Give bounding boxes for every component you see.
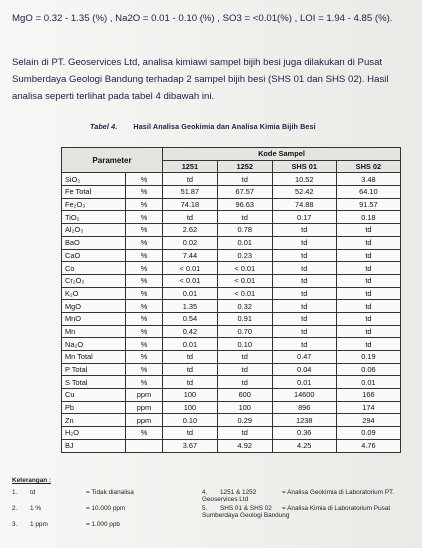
value-cell: 4.76 <box>336 439 400 452</box>
value-cell: td <box>336 224 400 237</box>
unit-cell: ppm <box>126 389 163 402</box>
note-key: td <box>30 489 36 496</box>
value-cell: 0.01 <box>336 376 400 389</box>
param-cell: Pb <box>62 401 126 414</box>
note-key: 1 % <box>30 505 42 512</box>
note-number: 5. <box>202 505 208 512</box>
value-cell: td <box>336 236 400 249</box>
value-cell: td <box>336 262 400 275</box>
value-cell: 7.44 <box>163 249 218 262</box>
col-header: SHS 01 <box>272 160 336 173</box>
param-cell: SiO₂ <box>62 173 126 186</box>
value-cell: 96.63 <box>217 198 272 211</box>
value-cell: 896 <box>272 401 336 414</box>
note-item <box>12 489 192 496</box>
note-number: 1. <box>12 489 18 496</box>
value-cell: 600 <box>217 389 272 402</box>
param-cell: Co <box>62 262 126 275</box>
param-cell: S Total <box>62 376 126 389</box>
value-cell: 0.09 <box>336 427 400 440</box>
table-row <box>62 363 401 376</box>
table-row <box>62 325 401 338</box>
table-row <box>62 414 401 427</box>
note-number: 2. <box>12 505 18 512</box>
notes-block <box>12 477 416 528</box>
param-cell: CaO <box>62 249 126 262</box>
value-cell: 294 <box>336 414 400 427</box>
unit-cell <box>126 439 163 452</box>
table-row <box>62 376 401 389</box>
value-cell: 0.32 <box>217 300 272 313</box>
value-cell: 166 <box>336 389 400 402</box>
value-cell: 67.57 <box>217 186 272 199</box>
param-cell: Fe₂O₃ <box>62 198 126 211</box>
table-row <box>62 224 401 237</box>
table-row <box>62 300 401 313</box>
col-header: 1252 <box>217 160 272 173</box>
unit-cell: % <box>126 224 163 237</box>
unit-cell: ppm <box>126 401 163 414</box>
unit-cell: % <box>126 376 163 389</box>
note-item <box>202 489 416 503</box>
unit-cell: ppm <box>126 414 163 427</box>
value-cell: < 0.01 <box>163 262 218 275</box>
col-header: 1251 <box>163 160 218 173</box>
note-number: 3. <box>12 521 18 528</box>
unit-cell: % <box>126 338 163 351</box>
value-cell: 2.62 <box>163 224 218 237</box>
table-caption-label: Tabel 4. <box>90 122 118 131</box>
value-cell: td <box>217 351 272 364</box>
note-value: = 1.000 ppb <box>86 521 120 528</box>
note-item <box>202 505 416 519</box>
value-cell: 0.17 <box>272 211 336 224</box>
value-cell: td <box>217 211 272 224</box>
intro-paragraph: MgO = 0.32 - 1.35 (%) , Na2O = 0.01 - 0.10 (%) , SO3 = <0.01(%) , LOI = 1.94 - 4.85 (%). <box>12 13 393 24</box>
value-cell: 0.04 <box>272 363 336 376</box>
unit-cell: % <box>126 262 163 275</box>
value-cell: 14600 <box>272 389 336 402</box>
value-cell: 100 <box>163 401 218 414</box>
note-key: 1 ppm <box>30 521 48 528</box>
table-row <box>62 198 401 211</box>
sample-code-header: Kode Sampel <box>163 148 401 161</box>
note-number: 4. <box>202 489 208 496</box>
note-value: = Tidak dianalisa <box>86 489 134 496</box>
value-cell: td <box>272 224 336 237</box>
value-cell: td <box>272 325 336 338</box>
param-cell: Mn Total <box>62 351 126 364</box>
table-row <box>62 262 401 275</box>
param-cell: BJ <box>62 439 126 452</box>
param-cell: K₂O <box>62 287 126 300</box>
note-key: SHS 01 & SHS 02 <box>220 505 272 512</box>
unit-cell: % <box>126 274 163 287</box>
value-cell: td <box>163 173 218 186</box>
value-cell: td <box>272 274 336 287</box>
table-row <box>62 401 401 414</box>
value-cell: 91.57 <box>336 198 400 211</box>
value-cell: td <box>217 173 272 186</box>
value-cell: 1.35 <box>163 300 218 313</box>
value-cell: 0.01 <box>217 236 272 249</box>
table-row <box>62 287 401 300</box>
value-cell: td <box>163 351 218 364</box>
value-cell: td <box>163 363 218 376</box>
param-cell: Mn <box>62 325 126 338</box>
table-caption-title: Hasil Analisa Geokimia dan Analisa Kimia Bijih Besi <box>133 122 316 131</box>
body-paragraph: Selain di PT. Geoservices Ltd, analisa kimiawi sampel bijih besi juga dilakukan di Pusat Sumberdaya Geologi Bandung terhadap 2 sampel bijih besi (SHS 01 dan SHS 02). Hasil analisa seperti terlihat pada tabel 4 dibawah ini. <box>12 57 389 102</box>
value-cell: 0.78 <box>217 224 272 237</box>
value-cell: 0.19 <box>336 351 400 364</box>
value-cell: 10.52 <box>272 173 336 186</box>
param-cell: Na₂O <box>62 338 126 351</box>
value-cell: 74.88 <box>272 198 336 211</box>
note-key: 1251 & 1252 <box>220 489 257 496</box>
unit-cell: % <box>126 173 163 186</box>
value-cell: 74.18 <box>163 198 218 211</box>
value-cell: 0.47 <box>272 351 336 364</box>
analysis-table <box>61 147 401 453</box>
value-cell: 4.92 <box>217 439 272 452</box>
unit-cell: % <box>126 363 163 376</box>
unit-cell: % <box>126 249 163 262</box>
value-cell: < 0.01 <box>217 262 272 275</box>
value-cell: 0.18 <box>336 211 400 224</box>
unit-cell: % <box>126 325 163 338</box>
table-row <box>62 173 401 186</box>
unit-cell: % <box>126 198 163 211</box>
value-cell: td <box>163 211 218 224</box>
value-cell: 0.01 <box>163 287 218 300</box>
unit-cell: % <box>126 312 163 325</box>
unit-cell: % <box>126 287 163 300</box>
table-row <box>62 236 401 249</box>
table-row <box>62 389 401 402</box>
note-value: = 10.000 ppm <box>86 505 126 512</box>
param-cell: Fe Total <box>62 186 126 199</box>
value-cell: td <box>272 287 336 300</box>
table-row <box>62 312 401 325</box>
value-cell: 0.23 <box>217 249 272 262</box>
table-row <box>62 274 401 287</box>
table-row <box>62 439 401 452</box>
param-cell: Al₂O₃ <box>62 224 126 237</box>
table-row <box>62 427 401 440</box>
unit-cell: % <box>126 351 163 364</box>
param-cell: MnO <box>62 312 126 325</box>
value-cell: 4.25 <box>272 439 336 452</box>
value-cell: td <box>336 287 400 300</box>
value-cell: 0.10 <box>163 414 218 427</box>
value-cell: td <box>336 338 400 351</box>
value-cell: 0.54 <box>163 312 218 325</box>
table-row <box>62 186 401 199</box>
table-row <box>62 338 401 351</box>
value-cell: 0.29 <box>217 414 272 427</box>
value-cell: < 0.01 <box>217 287 272 300</box>
value-cell: td <box>272 262 336 275</box>
param-cell: P Total <box>62 363 126 376</box>
value-cell: 51.87 <box>163 186 218 199</box>
param-cell: MgO <box>62 300 126 313</box>
value-cell: td <box>272 312 336 325</box>
unit-cell: % <box>126 300 163 313</box>
notes-title: Keterangan : <box>12 477 52 484</box>
value-cell: 174 <box>336 401 400 414</box>
value-cell: 64.10 <box>336 186 400 199</box>
unit-cell: % <box>126 186 163 199</box>
value-cell: td <box>163 427 218 440</box>
value-cell: td <box>336 312 400 325</box>
value-cell: 1238 <box>272 414 336 427</box>
value-cell: td <box>336 325 400 338</box>
param-cell: Cr₂O₃ <box>62 274 126 287</box>
table-caption <box>90 122 316 131</box>
value-cell: 3.67 <box>163 439 218 452</box>
note-value: = Analisa Kimia di Laboratorium Pusat Sumberdaya Geologi Bandung <box>202 505 391 519</box>
value-cell: td <box>163 376 218 389</box>
value-cell: 0.42 <box>163 325 218 338</box>
value-cell: 0.02 <box>163 236 218 249</box>
value-cell: td <box>217 363 272 376</box>
table-body <box>62 173 401 452</box>
param-cell: H₂O <box>62 427 126 440</box>
value-cell: 0.91 <box>217 312 272 325</box>
note-value: = Analisa Geokimia di Laboratorium PT. Geoservices Ltd <box>202 489 395 503</box>
table-row <box>62 211 401 224</box>
value-cell: td <box>336 249 400 262</box>
value-cell: td <box>272 300 336 313</box>
table-row <box>62 249 401 262</box>
value-cell: 100 <box>217 401 272 414</box>
value-cell: td <box>272 236 336 249</box>
value-cell: < 0.01 <box>163 274 218 287</box>
value-cell: td <box>336 300 400 313</box>
value-cell: 0.01 <box>163 338 218 351</box>
value-cell: 0.10 <box>217 338 272 351</box>
value-cell: 0.36 <box>272 427 336 440</box>
value-cell: 0.01 <box>272 376 336 389</box>
param-cell: Cu <box>62 389 126 402</box>
value-cell: td <box>217 427 272 440</box>
note-item <box>12 505 192 512</box>
value-cell: td <box>272 338 336 351</box>
value-cell: 52.42 <box>272 186 336 199</box>
param-cell: Zn <box>62 414 126 427</box>
value-cell: td <box>336 274 400 287</box>
unit-cell: % <box>126 211 163 224</box>
unit-cell: % <box>126 236 163 249</box>
value-cell: 100 <box>163 389 218 402</box>
value-cell: td <box>217 376 272 389</box>
value-cell: 0.06 <box>336 363 400 376</box>
value-cell: 0.70 <box>217 325 272 338</box>
param-cell: TiO₂ <box>62 211 126 224</box>
note-item <box>12 521 192 528</box>
param-header: Parameter <box>62 148 163 173</box>
table-row <box>62 351 401 364</box>
value-cell: < 0.01 <box>217 274 272 287</box>
value-cell: td <box>272 249 336 262</box>
unit-cell: % <box>126 427 163 440</box>
value-cell: 3.48 <box>336 173 400 186</box>
col-header: SHS 02 <box>336 160 400 173</box>
param-cell: BaO <box>62 236 126 249</box>
